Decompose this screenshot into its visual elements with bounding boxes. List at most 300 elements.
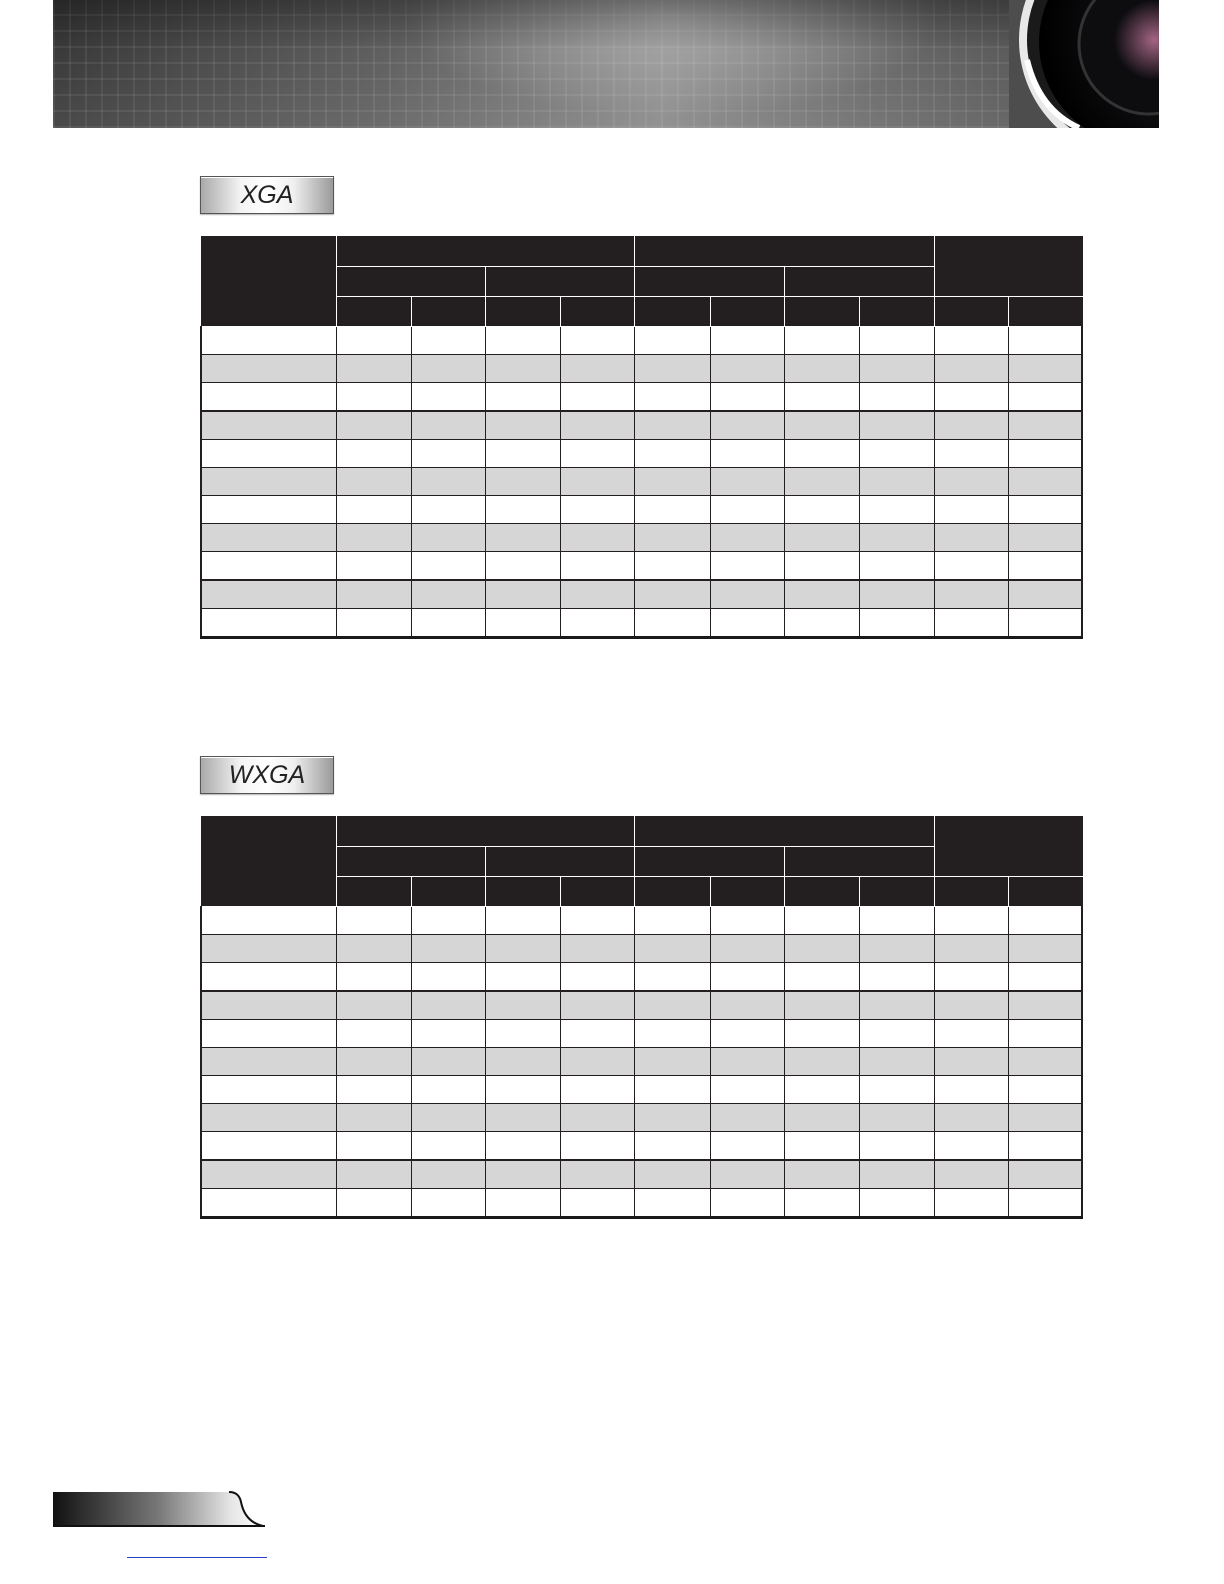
- table-cell: [784, 1048, 859, 1076]
- table-cell: [1009, 580, 1082, 609]
- table-cell: [784, 468, 859, 496]
- row-label-cell: [201, 552, 336, 581]
- table-cell: [486, 355, 561, 383]
- table-cell: [561, 1104, 635, 1132]
- table-cell: [1009, 327, 1082, 355]
- table-cell: [935, 327, 1009, 355]
- table-cell: [784, 1020, 859, 1048]
- table-header-cell: [336, 297, 411, 327]
- table-cell: [486, 1020, 561, 1048]
- table-cell: [486, 1048, 561, 1076]
- xga-table-body: [201, 327, 1082, 638]
- table-row: [201, 907, 1082, 935]
- table-cell: [561, 1076, 635, 1104]
- table-cell: [561, 327, 635, 355]
- table-cell: [935, 355, 1009, 383]
- table-cell: [486, 440, 561, 468]
- table-cell: [561, 991, 635, 1020]
- row-label-cell: [201, 1132, 336, 1161]
- table-cell: [635, 524, 710, 552]
- table-cell: [336, 1104, 411, 1132]
- table-cell: [710, 1048, 784, 1076]
- table-cell: [935, 1160, 1009, 1189]
- table-cell: [635, 1132, 710, 1161]
- table-cell: [486, 1132, 561, 1161]
- table-cell: [935, 1189, 1009, 1218]
- table-row: [201, 1189, 1082, 1218]
- table-cell: [784, 1160, 859, 1189]
- table-cell: [561, 411, 635, 440]
- table-header-subgroup: [486, 267, 635, 297]
- table-cell: [1009, 411, 1082, 440]
- table-cell: [336, 1048, 411, 1076]
- table-cell: [486, 552, 561, 581]
- table-cell: [935, 963, 1009, 992]
- table-cell: [486, 991, 561, 1020]
- table-cell: [486, 524, 561, 552]
- table-cell: [635, 1189, 710, 1218]
- table-header-cell: [411, 877, 485, 907]
- table-cell: [784, 496, 859, 524]
- table-cell: [635, 609, 710, 638]
- table-cell: [336, 327, 411, 355]
- section-tag-wxga: WXGA: [200, 756, 334, 794]
- table-header-corner: [201, 817, 336, 907]
- table-cell: [710, 1104, 784, 1132]
- table-cell: [411, 383, 485, 412]
- table-header-cell: [486, 297, 561, 327]
- table-header-group: [336, 237, 635, 267]
- table-cell: [1009, 496, 1082, 524]
- table-cell: [1009, 468, 1082, 496]
- section-tag-xga: XGA: [200, 176, 334, 214]
- footer-link-underline[interactable]: [127, 1557, 267, 1559]
- table-cell: [859, 383, 934, 412]
- table-cell: [561, 1160, 635, 1189]
- table-cell: [635, 991, 710, 1020]
- row-label-cell: [201, 907, 336, 935]
- table-cell: [1009, 935, 1082, 963]
- table-cell: [635, 1076, 710, 1104]
- table-cell: [635, 411, 710, 440]
- table-row: [201, 355, 1082, 383]
- table-cell: [411, 440, 485, 468]
- table-header-subgroup: [336, 267, 485, 297]
- table-cell: [935, 935, 1009, 963]
- table-cell: [411, 991, 485, 1020]
- table-cell: [859, 552, 934, 581]
- table-cell: [635, 440, 710, 468]
- table-cell: [935, 1020, 1009, 1048]
- table-cell: [336, 1076, 411, 1104]
- table-cell: [1009, 1160, 1082, 1189]
- table-cell: [859, 935, 934, 963]
- table-cell: [486, 327, 561, 355]
- table-cell: [859, 524, 934, 552]
- row-label-cell: [201, 963, 336, 992]
- table-cell: [1009, 383, 1082, 412]
- table-cell: [859, 1048, 934, 1076]
- table-cell: [336, 935, 411, 963]
- table-cell: [635, 963, 710, 992]
- table-cell: [411, 524, 485, 552]
- table-cell: [784, 991, 859, 1020]
- table-cell: [710, 935, 784, 963]
- table-cell: [561, 552, 635, 581]
- table-cell: [411, 355, 485, 383]
- table-cell: [635, 1160, 710, 1189]
- table-cell: [935, 383, 1009, 412]
- table-cell: [486, 496, 561, 524]
- table-cell: [561, 580, 635, 609]
- table-cell: [710, 496, 784, 524]
- table-cell: [784, 383, 859, 412]
- table-cell: [336, 355, 411, 383]
- table-cell: [859, 440, 934, 468]
- table-cell: [1009, 1104, 1082, 1132]
- table-cell: [411, 411, 485, 440]
- table-header-cell: [710, 877, 784, 907]
- table-cell: [935, 1048, 1009, 1076]
- table-cell: [411, 1020, 485, 1048]
- row-label-cell: [201, 1104, 336, 1132]
- table-cell: [561, 907, 635, 935]
- table-cell: [486, 935, 561, 963]
- table-cell: [710, 1160, 784, 1189]
- table-cell: [935, 468, 1009, 496]
- table-cell: [1009, 1132, 1082, 1161]
- table-cell: [784, 907, 859, 935]
- table-cell: [784, 411, 859, 440]
- table-cell: [935, 496, 1009, 524]
- table-cell: [935, 524, 1009, 552]
- table-row: [201, 440, 1082, 468]
- table-cell: [635, 496, 710, 524]
- table-header-group: [635, 237, 935, 267]
- table-header-cell: [859, 297, 934, 327]
- table-cell: [784, 552, 859, 581]
- row-label-cell: [201, 1160, 336, 1189]
- row-label-cell: [201, 355, 336, 383]
- table-header-cell: [710, 297, 784, 327]
- table-cell: [935, 411, 1009, 440]
- table-cell: [561, 496, 635, 524]
- table-cell: [1009, 1048, 1082, 1076]
- table-cell: [635, 383, 710, 412]
- table-cell: [336, 524, 411, 552]
- table-cell: [859, 963, 934, 992]
- table-cell: [784, 524, 859, 552]
- table-row: [201, 411, 1082, 440]
- table-cell: [635, 935, 710, 963]
- table-cell: [784, 580, 859, 609]
- row-label-cell: [201, 327, 336, 355]
- table-cell: [859, 609, 934, 638]
- table-row: [201, 1076, 1082, 1104]
- table-cell: [1009, 440, 1082, 468]
- table-cell: [1009, 1020, 1082, 1048]
- table-cell: [411, 609, 485, 638]
- row-label-cell: [201, 1076, 336, 1104]
- table-row: [201, 496, 1082, 524]
- table-cell: [859, 1132, 934, 1161]
- table-header-cell: [561, 877, 635, 907]
- table-row: [201, 963, 1082, 992]
- row-label-cell: [201, 411, 336, 440]
- banner-shading: [53, 0, 1159, 128]
- table-cell: [411, 580, 485, 609]
- table-cell: [710, 1189, 784, 1218]
- table-cell: [336, 580, 411, 609]
- table-cell: [710, 440, 784, 468]
- table-cell: [935, 580, 1009, 609]
- table-row: [201, 468, 1082, 496]
- table-cell: [336, 411, 411, 440]
- table-cell: [635, 907, 710, 935]
- table-cell: [336, 991, 411, 1020]
- table-header-cell: [336, 877, 411, 907]
- table-row: [201, 1020, 1082, 1048]
- table-cell: [486, 1189, 561, 1218]
- table-cell: [710, 580, 784, 609]
- table-cell: [784, 1189, 859, 1218]
- table-cell: [336, 1132, 411, 1161]
- table-cell: [336, 383, 411, 412]
- row-label-cell: [201, 524, 336, 552]
- row-label-cell: [201, 935, 336, 963]
- table-cell: [411, 1132, 485, 1161]
- table-cell: [1009, 963, 1082, 992]
- table-cell: [784, 935, 859, 963]
- table-header-cell: [486, 877, 561, 907]
- row-label-cell: [201, 580, 336, 609]
- table-cell: [635, 1020, 710, 1048]
- table-cell: [486, 411, 561, 440]
- table-cell: [784, 355, 859, 383]
- table-header-group: [935, 817, 1082, 877]
- table-cell: [561, 524, 635, 552]
- table-cell: [859, 496, 934, 524]
- table-cell: [935, 440, 1009, 468]
- table-cell: [859, 468, 934, 496]
- table-header-cell: [411, 297, 485, 327]
- table-cell: [710, 552, 784, 581]
- table-cell: [859, 1160, 934, 1189]
- table-row: [201, 935, 1082, 963]
- table-header-group: [635, 817, 935, 847]
- table-header-cell: [935, 297, 1009, 327]
- table-cell: [1009, 991, 1082, 1020]
- table-header-subgroup: [635, 267, 784, 297]
- table-cell: [935, 552, 1009, 581]
- table-cell: [710, 1076, 784, 1104]
- table-cell: [486, 383, 561, 412]
- table-cell: [411, 327, 485, 355]
- row-label-cell: [201, 440, 336, 468]
- table-cell: [635, 1048, 710, 1076]
- table-cell: [486, 580, 561, 609]
- table-cell: [486, 468, 561, 496]
- table-cell: [784, 609, 859, 638]
- table-cell: [710, 991, 784, 1020]
- table-cell: [486, 1104, 561, 1132]
- table-cell: [561, 355, 635, 383]
- header-banner: [53, 0, 1159, 128]
- table-cell: [859, 991, 934, 1020]
- row-label-cell: [201, 1020, 336, 1048]
- table-header-subgroup: [336, 847, 485, 877]
- table-cell: [336, 963, 411, 992]
- table-cell: [1009, 355, 1082, 383]
- table-header-group: [336, 817, 635, 847]
- table-cell: [859, 355, 934, 383]
- table-cell: [935, 1132, 1009, 1161]
- table-cell: [859, 1020, 934, 1048]
- table-cell: [561, 609, 635, 638]
- table-cell: [411, 1076, 485, 1104]
- table-header-cell: [935, 877, 1009, 907]
- table-cell: [935, 991, 1009, 1020]
- table-cell: [784, 1132, 859, 1161]
- table-row: [201, 327, 1082, 355]
- table-cell: [411, 1048, 485, 1076]
- projector-lens-icon: [1009, 0, 1159, 128]
- table-header-cell: [784, 297, 859, 327]
- table-cell: [1009, 907, 1082, 935]
- table-cell: [1009, 552, 1082, 581]
- wxga-table-body: [201, 907, 1082, 1218]
- table-cell: [935, 1076, 1009, 1104]
- table-header-subgroup: [784, 847, 934, 877]
- table-cell: [710, 963, 784, 992]
- table-cell: [411, 1160, 485, 1189]
- table-cell: [635, 468, 710, 496]
- table-header-corner: [201, 237, 336, 327]
- table-cell: [859, 907, 934, 935]
- table-cell: [486, 907, 561, 935]
- table-cell: [336, 1189, 411, 1218]
- table-cell: [635, 327, 710, 355]
- table-cell: [784, 327, 859, 355]
- table-row: [201, 1160, 1082, 1189]
- table-cell: [486, 963, 561, 992]
- table-cell: [859, 327, 934, 355]
- table-cell: [635, 355, 710, 383]
- table-cell: [1009, 1076, 1082, 1104]
- table-cell: [486, 1160, 561, 1189]
- table-cell: [635, 580, 710, 609]
- table-row: [201, 524, 1082, 552]
- table-cell: [710, 468, 784, 496]
- table-header-cell: [859, 877, 934, 907]
- table-cell: [784, 963, 859, 992]
- table-cell: [411, 1189, 485, 1218]
- table-cell: [1009, 609, 1082, 638]
- table-cell: [336, 496, 411, 524]
- table-cell: [635, 1104, 710, 1132]
- table-cell: [336, 907, 411, 935]
- table-cell: [1009, 524, 1082, 552]
- row-label-cell: [201, 991, 336, 1020]
- table-row: [201, 1132, 1082, 1161]
- row-label-cell: [201, 1189, 336, 1218]
- table-cell: [859, 580, 934, 609]
- table-cell: [710, 524, 784, 552]
- table-cell: [561, 1132, 635, 1161]
- table-cell: [411, 468, 485, 496]
- table-cell: [784, 1076, 859, 1104]
- row-label-cell: [201, 609, 336, 638]
- table-cell: [486, 609, 561, 638]
- table-cell: [561, 383, 635, 412]
- table-cell: [784, 1104, 859, 1132]
- table-cell: [561, 935, 635, 963]
- table-cell: [784, 440, 859, 468]
- table-cell: [859, 1104, 934, 1132]
- table-cell: [336, 468, 411, 496]
- table-cell: [710, 411, 784, 440]
- table-header-subgroup: [635, 847, 784, 877]
- table-cell: [935, 1104, 1009, 1132]
- table-header-cell: [635, 877, 710, 907]
- table-cell: [859, 1076, 934, 1104]
- table-row: [201, 580, 1082, 609]
- table-row: [201, 552, 1082, 581]
- table-cell: [561, 440, 635, 468]
- table-cell: [710, 907, 784, 935]
- table-cell: [411, 963, 485, 992]
- table-header-cell: [784, 877, 859, 907]
- table-cell: [411, 552, 485, 581]
- table-row: [201, 991, 1082, 1020]
- table-row: [201, 1048, 1082, 1076]
- table-header-subgroup: [784, 267, 934, 297]
- table-cell: [1009, 1189, 1082, 1218]
- table-cell: [935, 609, 1009, 638]
- row-label-cell: [201, 496, 336, 524]
- table-cell: [859, 411, 934, 440]
- table-cell: [486, 1076, 561, 1104]
- table-cell: [561, 963, 635, 992]
- footer-page-tab: [53, 1490, 265, 1530]
- table-cell: [710, 327, 784, 355]
- row-label-cell: [201, 383, 336, 412]
- table-cell: [561, 1189, 635, 1218]
- table-row: [201, 609, 1082, 638]
- table-header-cell: [561, 297, 635, 327]
- table-cell: [710, 609, 784, 638]
- row-label-cell: [201, 468, 336, 496]
- table-cell: [561, 1020, 635, 1048]
- table-cell: [635, 552, 710, 581]
- table-cell: [710, 383, 784, 412]
- table-cell: [859, 1189, 934, 1218]
- table-cell: [336, 1020, 411, 1048]
- table-header-cell: [635, 297, 710, 327]
- table-cell: [411, 496, 485, 524]
- table-cell: [411, 935, 485, 963]
- table-cell: [336, 552, 411, 581]
- table-row: [201, 383, 1082, 412]
- table-cell: [561, 1048, 635, 1076]
- table-header-subgroup: [486, 847, 635, 877]
- table-header-cell: [1009, 297, 1082, 327]
- xga-spec-table: [200, 236, 1083, 639]
- table-row: [201, 1104, 1082, 1132]
- table-cell: [336, 440, 411, 468]
- table-cell: [710, 355, 784, 383]
- row-label-cell: [201, 1048, 336, 1076]
